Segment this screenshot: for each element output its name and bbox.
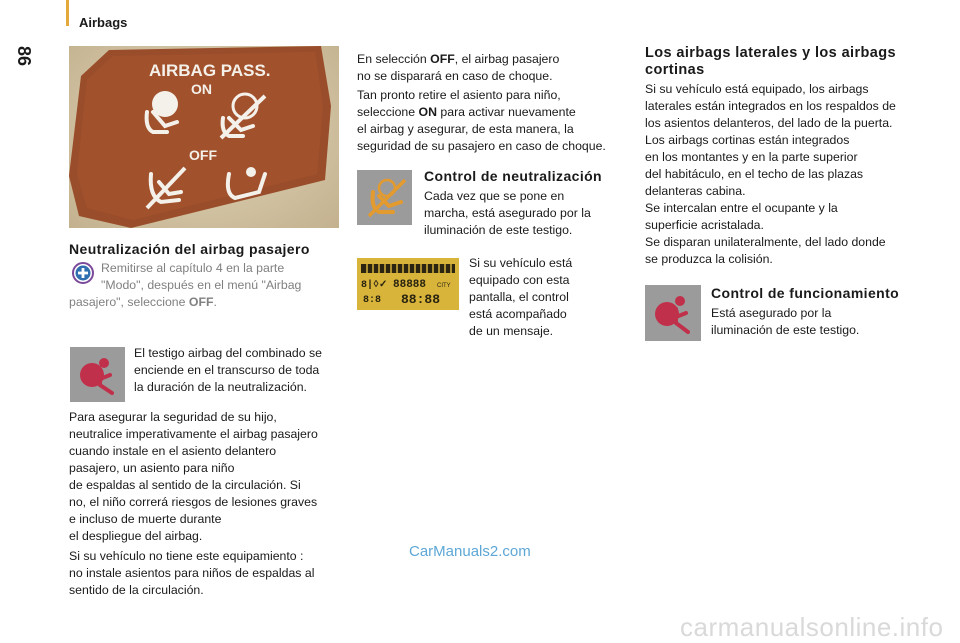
control-neutralization-heading: Control de neutralización — [424, 168, 603, 184]
no-equipment-paragraph: Si su vehículo no tiene este equipamiento : no instale asientos para niños de espaldas al sentido de la circulación. — [69, 549, 315, 597]
svg-text:8:8: 8:8 — [363, 295, 382, 306]
warning-text: El testigo airbag del combinado se enciende en el transcurso de toda la duración de la neutralización. — [134, 346, 322, 394]
screen-message-text: Si su vehículo está equipado con esta pantalla, el control está acompañado de un mensaje. — [469, 256, 573, 338]
page-number: 86 — [14, 46, 34, 67]
lcd-display — [357, 258, 459, 310]
section-title: Airbags — [79, 15, 128, 30]
svg-text:8|◊✓: 8|◊✓ — [361, 280, 388, 291]
carmanuals-watermark[interactable]: CarManuals2.com — [409, 543, 531, 560]
control-neutralization-text: Cada vez que se pone en marcha, está asegurado por la iluminación de este testigo. — [424, 189, 591, 237]
panel-on-label: ON — [191, 81, 212, 97]
side-airbags-text: Si su vehículo está equipado, los airbags laterales están integrados en los respaldos de los asientos delanteros, del lado de la puerta. Los airbags cortinas están integrados en los montantes y en la parte superior del habitáculo, en el techo de las plazas delanteras cabina. Se intercalan entre el ocupante y la superficie acristalada. Se disparan unilateralmente, del lado donde se produzca la colisión. — [645, 82, 896, 266]
off-line-2: no se disparará en caso de choque. — [357, 69, 553, 83]
airbag-panel-illustration — [69, 46, 339, 228]
airbag-function-warning-icon — [645, 285, 701, 341]
child-safety-paragraph: Para asegurar la seguridad de su hijo, neutralice imperativamente el airbag pasajero cuando instale en el asiento delantero pasajero, un asiento para niño de espaldas al sentido de la circulación. Si no, el niño correrá riesgos de lesiones graves e incluso de muerte durante el despliegue del airbag. — [69, 410, 318, 543]
side-airbags-heading-2: cortinas — [645, 62, 705, 78]
header-accent-bar — [66, 0, 69, 26]
neutralization-heading: Neutralización del airbag pasajero — [69, 241, 310, 257]
svg-text:88:88: 88:88 — [401, 292, 441, 307]
on-line-3: el airbag y asegurar, de esta manera, la — [357, 122, 574, 136]
function-control-text: Está asegurado por la iluminación de este testigo. — [711, 306, 860, 337]
panel-off-label: OFF — [189, 147, 217, 163]
lcd-city-label: CITY — [437, 283, 451, 289]
side-airbags-heading-1: Los airbags laterales y los airbags — [645, 45, 896, 61]
note-line-2: "Modo", después en el menú "Airbag — [101, 278, 302, 292]
panel-title: AIRBAG PASS. — [149, 61, 271, 80]
airbag-neutralized-icon — [357, 170, 412, 225]
note-line-1: Remitirse al capítulo 4 en la parte — [101, 261, 285, 275]
off-line-1: En selección OFF, el airbag pasajero — [357, 52, 560, 66]
on-line-2: seleccione ON para activar nuevamente — [357, 105, 576, 119]
carmanualsonline-watermark[interactable]: carmanualsonline.info — [680, 612, 944, 642]
on-line-4: seguridad de su pasajero en caso de choque. — [357, 139, 606, 153]
airbag-pass-panel-photo — [69, 46, 339, 228]
plus-note-icon — [72, 262, 94, 284]
svg-text:88888: 88888 — [393, 279, 427, 291]
on-line-1: Tan pronto retire el asiento para niño, — [357, 88, 561, 102]
airbag-warning-icon — [70, 347, 125, 402]
note-line-3: pasajero", seleccione OFF. — [69, 295, 217, 309]
function-control-heading: Control de funcionamiento — [711, 285, 900, 301]
